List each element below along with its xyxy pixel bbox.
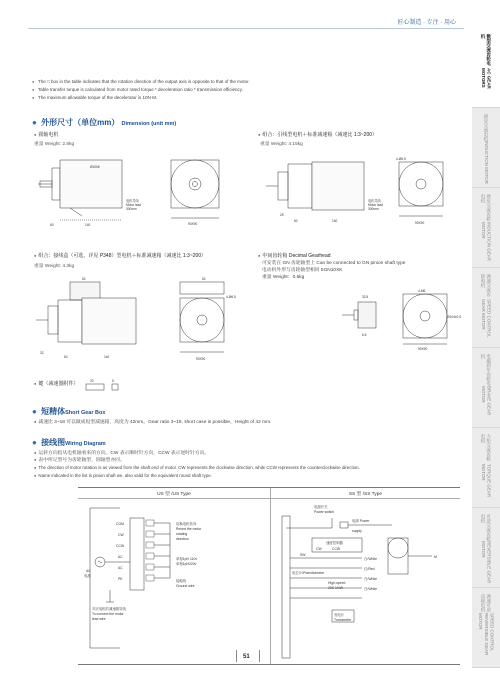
- dim-key-20: 20: [90, 379, 94, 383]
- side-tab-cn: 调速交流齿轮电机: [481, 274, 492, 297]
- us-switch-en2: rotating: [176, 532, 188, 536]
- page-number: 51: [243, 654, 250, 660]
- side-tab-3[interactable]: [472, 268, 500, 348]
- decimal-drawing: [258, 282, 463, 352]
- dim-60: 60: [50, 223, 54, 227]
- motor-lead-length-2: 300mm: [368, 207, 379, 211]
- side-tab-cn: 感应交流齿轮电机: [481, 194, 492, 221]
- us-switch-en1: Revert the motor: [176, 527, 202, 531]
- us-cap1: 单相1pH 110v: [176, 557, 198, 561]
- dim-90x90b: 90X90: [415, 221, 425, 225]
- us-com: COM: [116, 522, 124, 526]
- side-tab-en: TORQUE GEAR MOTOR: [481, 464, 492, 498]
- round-shaft-drawing: [30, 150, 255, 230]
- side-tab-6[interactable]: [472, 508, 500, 588]
- combo2-label: ● 组合：接线盒（可选、详见 P348）型电机＋标准减速箱（减速比 1:3~200）: [34, 252, 249, 259]
- dim-hole: 4-Ø6.5: [396, 157, 406, 161]
- dim-104: Ø104±0.5: [447, 315, 461, 319]
- ss-power-switch-en: Power switch: [314, 510, 334, 514]
- us-ac-source-cn: 电源: [84, 574, 91, 578]
- combo2-weight: 重量 Weight: 4.3kg: [34, 264, 75, 269]
- wiring-line-4: ● Name indicated in the list is pinion shaft we, also valid for the equivalent round shaft type.: [34, 472, 212, 479]
- motor-lead-cn-2: 电机导线: [368, 199, 381, 203]
- us-cap2: 单相1pH220v: [176, 562, 197, 566]
- side-tab-en: BRAKE GEAR MOTOR: [481, 385, 492, 415]
- decimal-label: ● 中间齿轮箱 Decimal Gearhead: [258, 252, 331, 259]
- side-tab-4[interactable]: [472, 348, 500, 428]
- side-tab-cn: 感应交流电机: [483, 114, 489, 141]
- side-tab-1[interactable]: [472, 108, 500, 188]
- ss-white-3: 白/White: [364, 587, 377, 591]
- motor-lead-cn: 电机导线: [126, 199, 139, 203]
- ss-wiring-diagram: [272, 498, 460, 664]
- side-tab-7[interactable]: [472, 588, 500, 668]
- side-tab-en: INDUCTION MOTOR: [483, 141, 489, 184]
- dim-32: 32: [40, 351, 44, 355]
- us-type-header: US 型 /US Type: [78, 488, 270, 499]
- side-tab-cn: 力矩交流齿轮电机: [481, 434, 492, 461]
- us-note-cn: 对应电机的减速箱导线: [92, 607, 126, 611]
- us-ac-2: AC: [118, 566, 123, 570]
- dim-140: 140: [85, 223, 91, 227]
- decimal-line2: 电动机外形与齿轮轴型相同 5GN10XK: [262, 268, 343, 273]
- side-tab-en: INDUCTION GEAR MOTOR: [481, 222, 492, 262]
- us-switch-en3: direction: [176, 537, 189, 541]
- dim-140b: 140: [332, 219, 338, 223]
- ss-ccw: CCW: [332, 547, 341, 551]
- short-gear-title: ● 短精体Short Gear Box: [32, 406, 105, 417]
- ss-power-supply: supply: [352, 529, 362, 533]
- side-tab-en: REVERSIBLE GEAR MOTOR: [481, 541, 492, 584]
- us-ground-cn: 接地线: [176, 579, 187, 583]
- wiring-line-1: ● 运转方向指从电机轴看来的方向。CW 表示顺时针方向，CCW 表示逆时针方向。: [34, 449, 209, 457]
- side-tab-en: AC GEAR MOTORS: [481, 67, 492, 89]
- ss-tach-en: Tumometer: [334, 618, 352, 622]
- side-tab-cn: 微型交流齿轮电机: [481, 34, 492, 66]
- side-tab-cn: 可逆交流齿轮电机: [481, 514, 492, 541]
- us-ccw: CCW: [116, 544, 125, 548]
- wiring-line-3: ● The direction of motor rotation is as viewed from the shaft end of motor. CW represents the clockwise direction, while CCW represents the counterclockwise direction.: [34, 464, 454, 471]
- dim-25: 25: [280, 213, 284, 217]
- short-gear-text: ● 减速比 3~18 可以做成短型减速箱，高度为 42mm。Gear ratio 3~18, short case is possible，Height of 42 mm.: [34, 418, 271, 426]
- note-item: ● Table transfer torque is calculated from motor rated torque * deceleration ratio * transmission efficiency.: [32, 86, 432, 94]
- us-switch-cn: 切换电机转向: [176, 522, 197, 526]
- wiring-title: ● 接线图Wiring Diagram: [32, 437, 106, 448]
- dim-62b: 62: [202, 277, 206, 281]
- motor-lead-en: Motor lead: [126, 203, 142, 207]
- us-cw: CW: [118, 533, 124, 537]
- ss-white-2: 白/White: [364, 577, 377, 581]
- dim-33: 33.5: [362, 295, 369, 299]
- dim-90x90c: 90X90: [196, 357, 206, 361]
- ss-white-1: 白/White: [364, 557, 377, 561]
- dim-90x90d: 90X90: [418, 347, 428, 351]
- dim-140c: 140: [104, 355, 110, 359]
- dim-hole-2: 4-Ø6.5: [226, 295, 236, 299]
- header-rule: [28, 28, 464, 29]
- ss-pot: 电位计/Potentiometer: [292, 571, 325, 575]
- side-tab-0[interactable]: [472, 28, 500, 108]
- dim-60b: 60: [294, 219, 298, 223]
- round-shaft-label: ● 圆轴电机: [34, 131, 58, 138]
- side-tab-5[interactable]: [472, 428, 500, 508]
- combo1-weight: 重量 Weight: 4.15kg: [260, 142, 303, 147]
- ss-power-cn: 电源 Power: [352, 519, 370, 523]
- combo2-drawing: [30, 270, 255, 365]
- us-ground-en: Ground wire: [176, 584, 195, 588]
- dim-90x90: 90X90: [188, 222, 198, 226]
- ss-red: 红/Red: [364, 567, 375, 571]
- ss-motor-m: M: [434, 555, 437, 559]
- ss-speed-ctrl: 速度控制器: [326, 541, 343, 545]
- key-label: ● 键（减速器附件）: [34, 380, 78, 387]
- ss-tach-cn: 发电计: [334, 613, 345, 617]
- motor-lead-length: 300mm: [126, 207, 137, 211]
- ss-type-header: SS 型 /SS Type: [270, 488, 460, 499]
- us-wiring-diagram: [80, 498, 268, 664]
- header-slogan: 匠心制造 · 专注 · 用心: [397, 20, 456, 26]
- ss-cw: CW: [316, 547, 322, 551]
- side-tab-en: SPEED CONTROL REVERSIBLE GEAR MOTOR: [478, 613, 495, 656]
- dimension-section-title: ● 外形尺寸（单位mm） Dimension (unit mm): [32, 117, 176, 128]
- combo1-label: ● 组合：引线型电机＋标准减速箱（减速比 1:3~200）: [258, 131, 377, 138]
- combo1-drawing: [258, 150, 463, 230]
- ss-high-speed: High-speed: [328, 581, 346, 585]
- dim-m6: 4-M6: [418, 289, 426, 293]
- dim-65: 6.5: [362, 333, 367, 337]
- wiring-line-2: ● 表中所记型号为齿轮轴型，圆轴型亦同。: [34, 456, 125, 464]
- dim-key-5: 5: [112, 379, 114, 383]
- us-note-en1: To connect the motor: [92, 612, 124, 616]
- notes-list: [32, 78, 432, 102]
- ss-res: 20K 1/4W: [328, 586, 343, 590]
- us-pe: PE: [118, 577, 123, 581]
- note-item: ● The maximum allowable torque of the decelerator is 10N·M.: [32, 94, 432, 102]
- dim-shaft: Ø10h6: [90, 165, 100, 169]
- side-tab-en: SPEED CONTROL GEAR MOTOR: [481, 298, 492, 338]
- round-shaft-weight: 重量 Weight: 2.8kg: [34, 142, 75, 147]
- side-tab-2[interactable]: [472, 188, 500, 268]
- ss-sw: SW: [300, 553, 306, 557]
- us-note-en2: lead wire: [92, 617, 106, 621]
- side-tab-cn: 调速可逆齿轮电机: [481, 594, 492, 612]
- us-ac-source: AC: [86, 569, 91, 573]
- side-tab-cn: 电磁刹车齿轮电机: [481, 354, 492, 386]
- motor-lead-en-2: Motor lead: [368, 203, 384, 207]
- side-category-strip: [472, 28, 500, 668]
- dim-62: 62: [82, 277, 86, 281]
- decimal-weight: 重量 Weight：0.6kg: [262, 275, 305, 280]
- us-ac-1: AC: [118, 555, 123, 559]
- ss-power-switch-cn: 电源开关: [314, 505, 328, 509]
- note-item: ● The □ box in the table indicates that the rotation direction of the output axis is opposite to that of the motor.: [32, 78, 432, 86]
- dim-60c: 60: [64, 355, 68, 359]
- decimal-line1: 可安装在 GN 齿轮轴型上 Can be connected to GN pinion shaft type: [262, 261, 406, 266]
- key-drawing: [82, 376, 132, 398]
